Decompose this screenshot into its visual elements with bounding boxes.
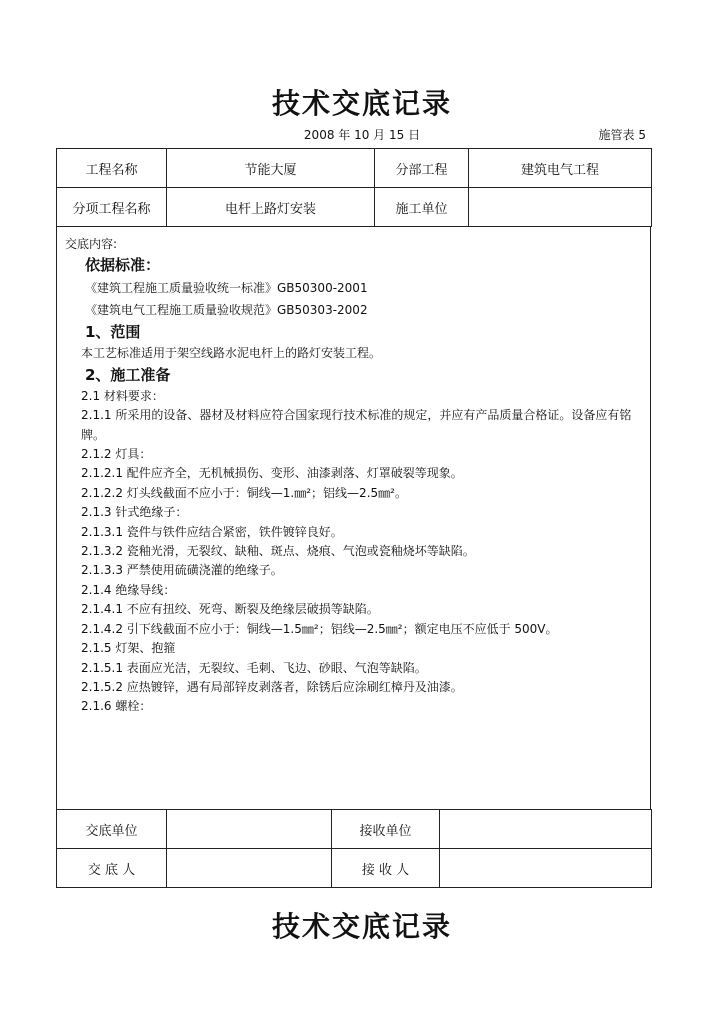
project-name-label: 工程名称	[57, 149, 167, 188]
footer-table	[56, 809, 652, 888]
header-table	[56, 148, 652, 227]
record-date: 2008 年 10 月 15 日	[303, 128, 421, 142]
spec-line: 2.1.3 针式绝缘子：	[81, 505, 188, 520]
handover-person-label: 交 底 人	[57, 849, 167, 888]
spec-line: 2.1.2.2 灯头线截面不应小于：铜线—1.㎜²；铝线—2.5㎜²。	[81, 485, 407, 500]
receiver-label: 接 收 人	[332, 849, 440, 888]
header-row-project	[57, 149, 652, 188]
spec-line: 2.1.4 绝缘导线：	[81, 582, 176, 597]
project-name-value: 节能大厦	[167, 149, 375, 188]
receiving-unit-label: 接收单位	[332, 810, 440, 849]
spec-line: 2.1.3.3 严禁使用硫磺浇灌的绝缘子。	[81, 563, 283, 578]
spec-line: 2.1.2.1 配件应齐全，无机械损伤、变形、油漆剥落、灯罩破裂等现象。	[81, 466, 463, 481]
footer-row-persons	[57, 849, 652, 888]
spec-line: 2.1.5.1 表面应光洁，无裂纹、毛刺、飞边、砂眼、气泡等缺陷。	[81, 660, 427, 675]
footer-row-units	[57, 810, 652, 849]
subitem-label: 分项工程名称	[57, 188, 167, 227]
receiver-value	[440, 849, 652, 888]
spec-line: 2.1.4.2 引下线截面不应小于：铜线—1.5㎜²；铝线—2.5㎜²；额定电压不应低于 500V。	[81, 621, 558, 636]
section-heading: 2、施工准备	[85, 365, 171, 384]
content-body	[65, 235, 642, 717]
contractor-value	[469, 188, 652, 227]
spec-line: 2.1.5 灯架、抱箍	[81, 641, 176, 656]
spec-line: 2.1.3.2 瓷釉光滑，无裂纹、缺釉、斑点、烧痕、气泡或瓷釉烧坏等缺陷。	[81, 544, 475, 559]
spec-line: 2.1.1 所采用的设备、器材及材料应符合国家现行技术标准的规定，并应有产品质量合格证。设备应有铭牌。	[81, 408, 632, 442]
division-value: 建筑电气工程	[469, 149, 652, 188]
handover-unit-label: 交底单位	[57, 810, 167, 849]
content-box	[56, 226, 651, 809]
section-heading: 1、范围	[85, 323, 141, 342]
receiving-unit-value	[440, 810, 652, 849]
handover-unit-value	[167, 810, 332, 849]
form-number: 施管表 5	[598, 128, 646, 142]
header-row-subitem	[57, 188, 652, 227]
spec-line: 2.1.2 灯具：	[81, 447, 152, 462]
handover-person-value	[167, 849, 332, 888]
section-text: 本工艺标准适用于架空线路水泥电杆上的路灯安装工程。	[81, 346, 382, 361]
page-title: 技术交底记录	[271, 87, 452, 120]
basis-heading: 依据标准：	[85, 256, 161, 275]
standard-item: 《建筑电气工程施工质量验收规范》GB50303-2002	[85, 303, 368, 318]
content-label: 交底内容:	[65, 237, 118, 251]
contractor-label: 施工单位	[375, 188, 469, 227]
division-label: 分部工程	[375, 149, 469, 188]
page-title-repeat: 技术交底记录	[271, 910, 452, 943]
spec-line: 2.1.3.1 瓷件与铁件应结合紧密，铁件镀锌良好。	[81, 524, 343, 539]
spec-line: 2.1.5.2 应热镀锌，遇有局部锌皮剥落者，除锈后应涂刷红樟丹及油漆。	[81, 679, 463, 694]
spec-line: 2.1.4.1 不应有扭绞、死弯、断裂及绝缘层破损等缺陷。	[81, 602, 379, 617]
spec-line: 2.1 材料要求：	[81, 388, 164, 403]
spec-line: 2.1.6 螺栓：	[81, 699, 152, 714]
subitem-value: 电杆上路灯安装	[167, 188, 375, 227]
standard-item: 《建筑工程施工质量验收统一标准》GB50300-2001	[85, 281, 368, 296]
